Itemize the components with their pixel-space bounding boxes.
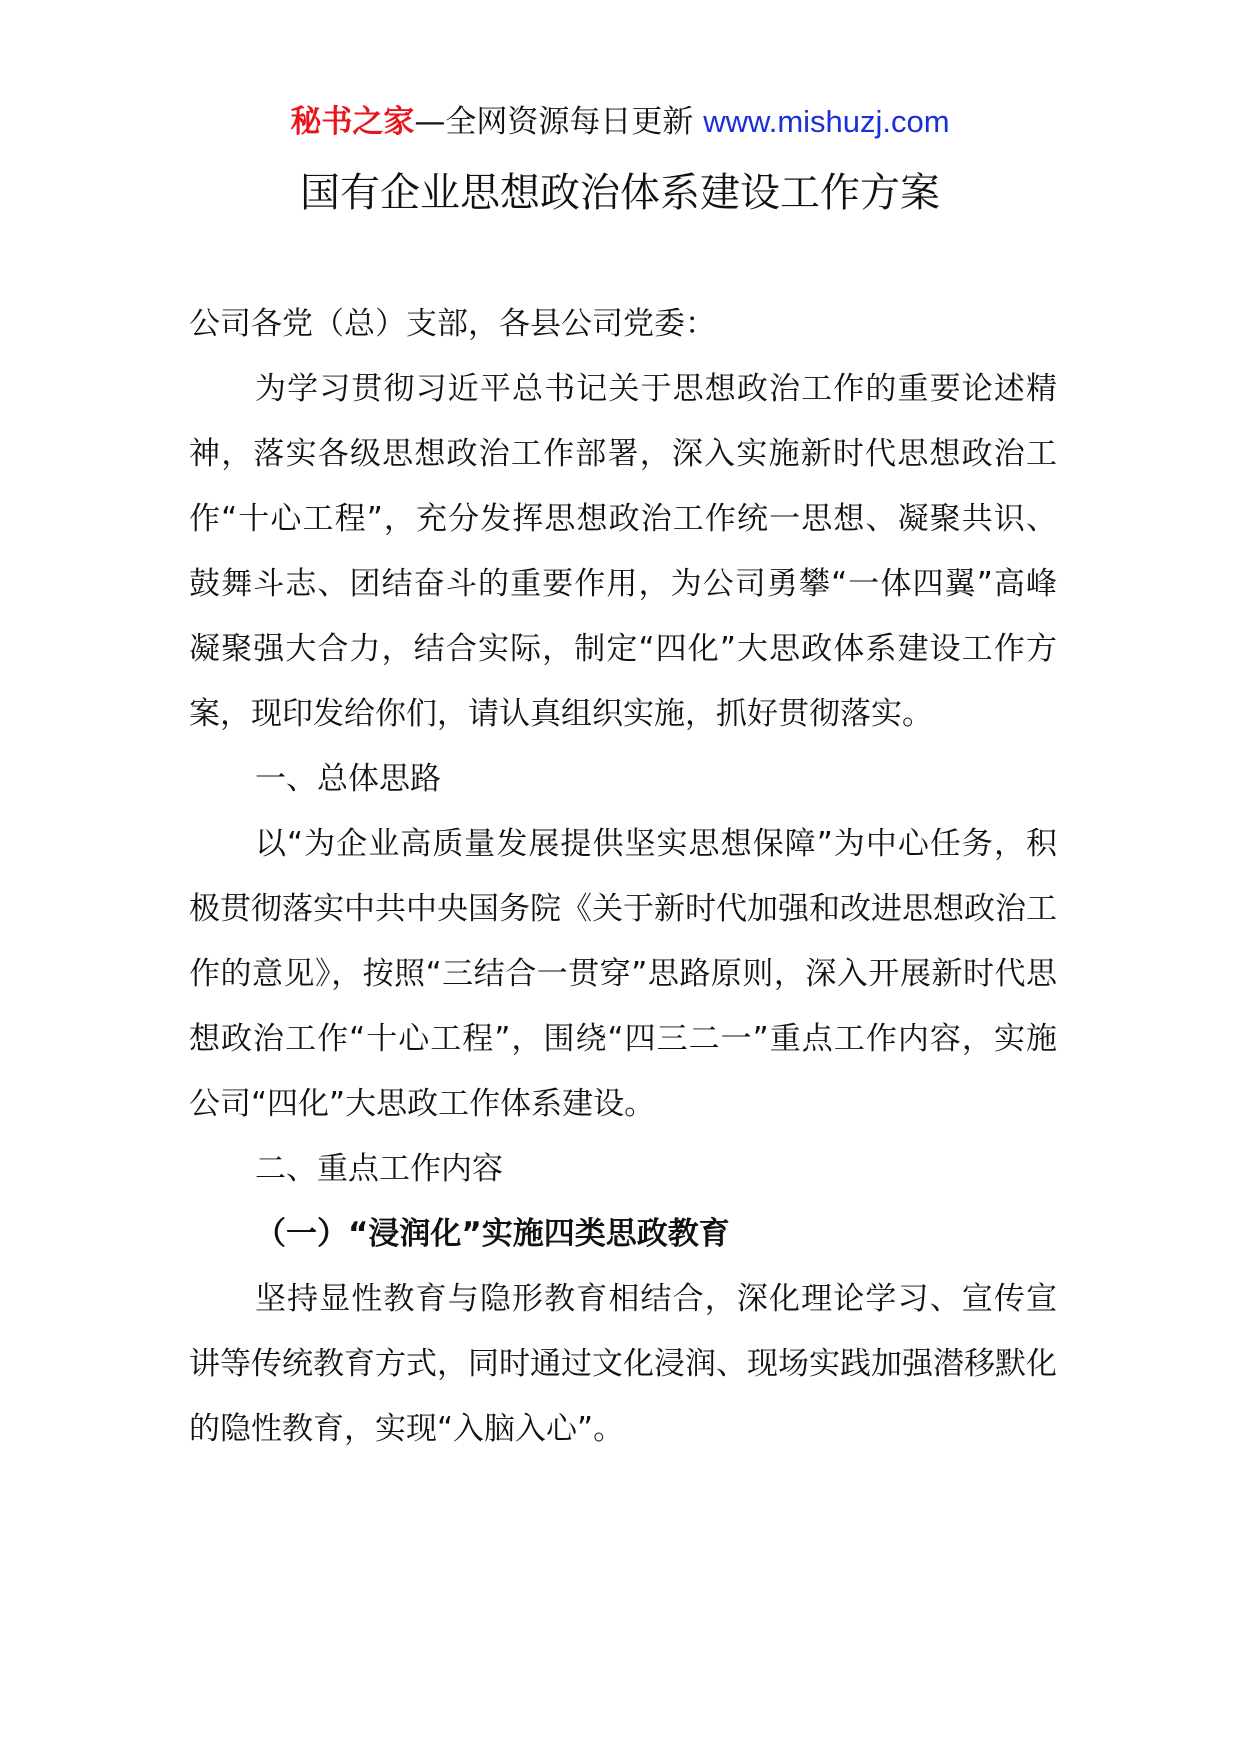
header-slogan: —全网资源每日更新 xyxy=(414,104,704,140)
document-title: 国有企业思想政治体系建设工作方案 xyxy=(300,170,940,216)
education-paragraph: 坚持显性教育与隐形教育相结合，深化理论学习、宣传宣讲等传统教育方式，同时通过文化浸润、现场实践加强潜移默化的隐性教育，实现“入脑入心”。 xyxy=(189,1281,1057,1447)
site-header xyxy=(0,100,1240,144)
salutation: 公司各党（总）支部，各县公司党委： xyxy=(189,306,716,342)
section-heading-key-work: 二、重点工作内容 xyxy=(255,1151,503,1187)
intro-paragraph: 为学习贯彻习近平总书记关于思想政治工作的重要论述精神，落实各级思想政治工作部署，深入实施新时代思想政治工作“十心工程”，充分发挥思想政治工作统一思想、凝聚共识、鼓舞斗志、团结奋斗的重要作用，为公司勇攀“一体四翼”高峰凝聚强大合力，结合实际，制定“四化”大思政体系建设工作方案，现印发给你们，请认真组织实施，抓好贯彻落实。 xyxy=(189,371,1057,732)
overall-approach-paragraph: 以“为企业高质量发展提供坚实思想保障”为中心任务，积极贯彻落实中共中央国务院《关于新时代加强和改进思想政治工作的意见》，按照“三结合一贯穿”思路原则，深入开展新时代思想政治工作“十心工程”，围绕“四三二一”重点工作内容，实施公司“四化”大思政工作体系建设。 xyxy=(189,826,1057,1122)
document-body xyxy=(189,292,1057,1462)
site-url-link[interactable]: www.mishuzj.com xyxy=(703,104,950,139)
subsection-heading-education: （一）“浸润化”实施四类思政教育 xyxy=(255,1216,730,1252)
brand-name: 秘书之家 xyxy=(290,104,415,140)
section-heading-overall-approach: 一、总体思路 xyxy=(255,761,441,797)
